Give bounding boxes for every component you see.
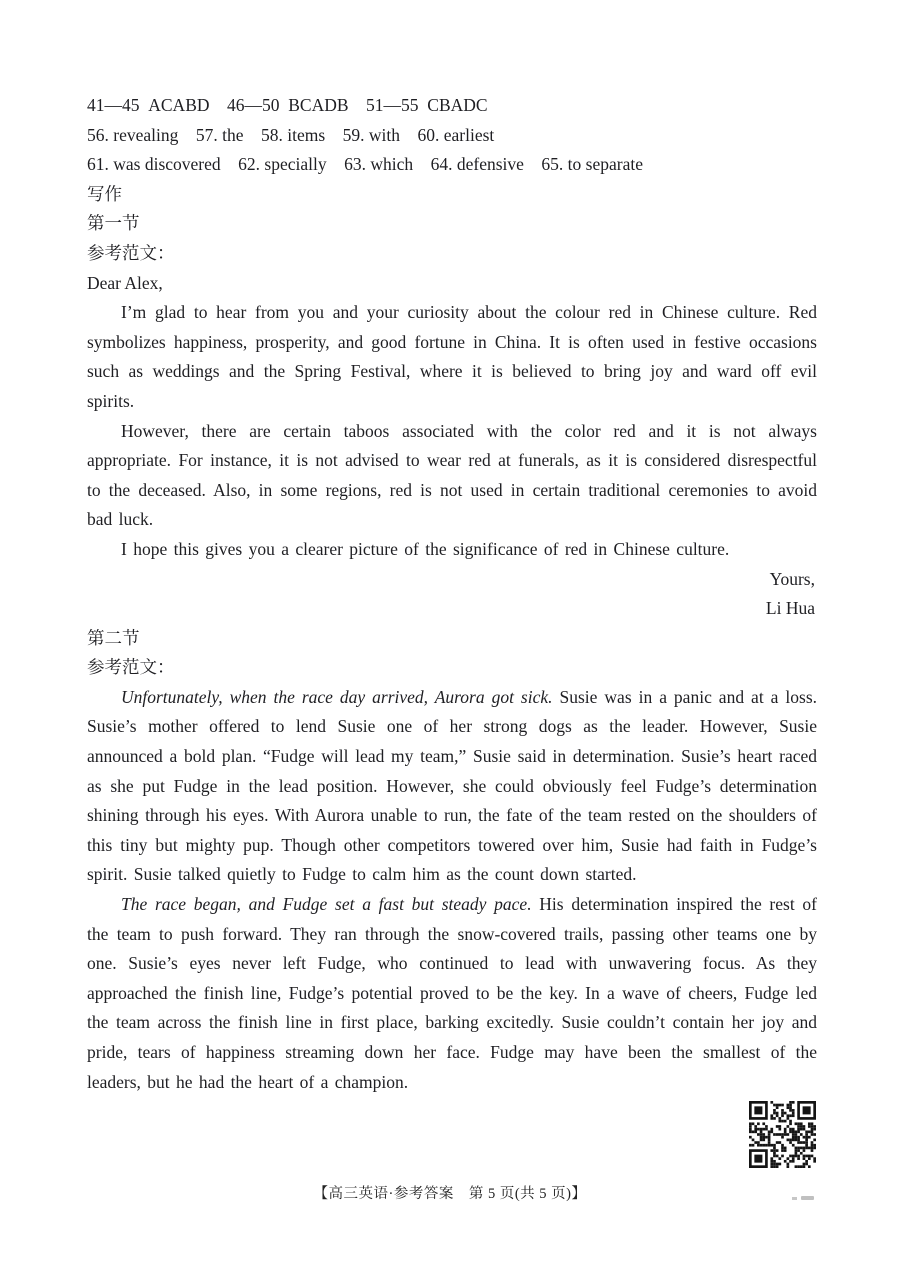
- section-one-sample-essay-label: 参考范文：: [87, 242, 175, 263]
- section-two-sample-essay-label: 参考范文：: [87, 657, 175, 678]
- story-paragraph-2: [87, 890, 817, 1097]
- writing-section-heading: 写作: [87, 183, 122, 204]
- section-one-heading: 第一节: [87, 213, 140, 234]
- letter-paragraph-2: However, there are certain taboos associated with the color red and it is not always appropriate. For instance, it is not advised to wear red at funerals, as it is considered disrespectful to the deceased. Also, in some regions, red is not used in certain traditional ceremonies to avoid bad luck.: [87, 420, 817, 530]
- story-paragraph-1-body: Susie was in a panic and at a loss. Susie’s mother offered to lend Susie one of her strong dogs as the leader. However, Susie announced a bold plan. “Fudge will lead my team,” Susie said in determination. Susie’s heart raced as she put Fudge in the lead position. However, she could obviously feel Fudge’s determination shining through his eyes. With Aurora unable to run, the fate of the team rested on the shoulders of this tiny but mighty pup. Though other competitors towered over him, Susie had faith in Fudge’s spirit. Susie talked quietly to Fudge to calm him as the count down started.: [87, 686, 818, 885]
- letter-signature: Li Hua: [765, 598, 815, 619]
- story-paragraph-1: [87, 683, 817, 890]
- story-paragraph-2-body: His determination inspired the rest of the team to push forward. They ran through the snow-covered trails, passing other teams one by one. Susie’s eyes never left Fudge, who continued to lead with unwavering focus. As they approached the finish line, Fudge’s potential proved to be the key. In a wave of cheers, Fudge led the team across the finish line in first place, barking excitedly. Susie couldn’t contain her joy and pride, tears of happiness streaming down her face. Fudge may have been the smallest of the leaders, but he had the heart of a champion.: [87, 894, 817, 1092]
- page-footer: 【高三英语·参考答案 第 5 页(共 5 页)】: [313, 1186, 587, 1202]
- qr-code-icon: [749, 1101, 816, 1168]
- letter-paragraph-1: I’m glad to hear from you and your curiosity about the colour red in Chinese culture. Red symbolizes happiness, prosperity, and good fortune in China. It is often used in festive occasions such as weddings and the Spring Festival, where it is believed to bring joy and ward off evil spirits.: [87, 302, 817, 411]
- letter-salutation: Dear Alex,: [87, 272, 163, 293]
- letter-closing: Yours,: [769, 568, 815, 589]
- story-paragraph-1-lead-italic: Unfortunately, when the race day arrived, Aurora got sick.: [121, 686, 553, 707]
- answer-key-line-41-55: 41—45 ACABD 46—50 BCADB 51—55 CBADC: [87, 95, 488, 115]
- story-paragraph-2-lead-italic: The race began, and Fudge set a fast but steady pace.: [121, 894, 532, 915]
- page-content: [87, 91, 817, 1097]
- answer-key-line-56-60: 56. revealing 57. the 58. items 59. with 60. earliest: [87, 124, 495, 145]
- answer-key-line-61-65: 61. was discovered 62. specially 63. which 64. defensive 65. to separate: [87, 154, 643, 175]
- letter-paragraph-3: I hope this gives you a clearer picture of the significance of red in Chinese culture.: [121, 538, 730, 559]
- section-two-heading: 第二节: [87, 627, 140, 648]
